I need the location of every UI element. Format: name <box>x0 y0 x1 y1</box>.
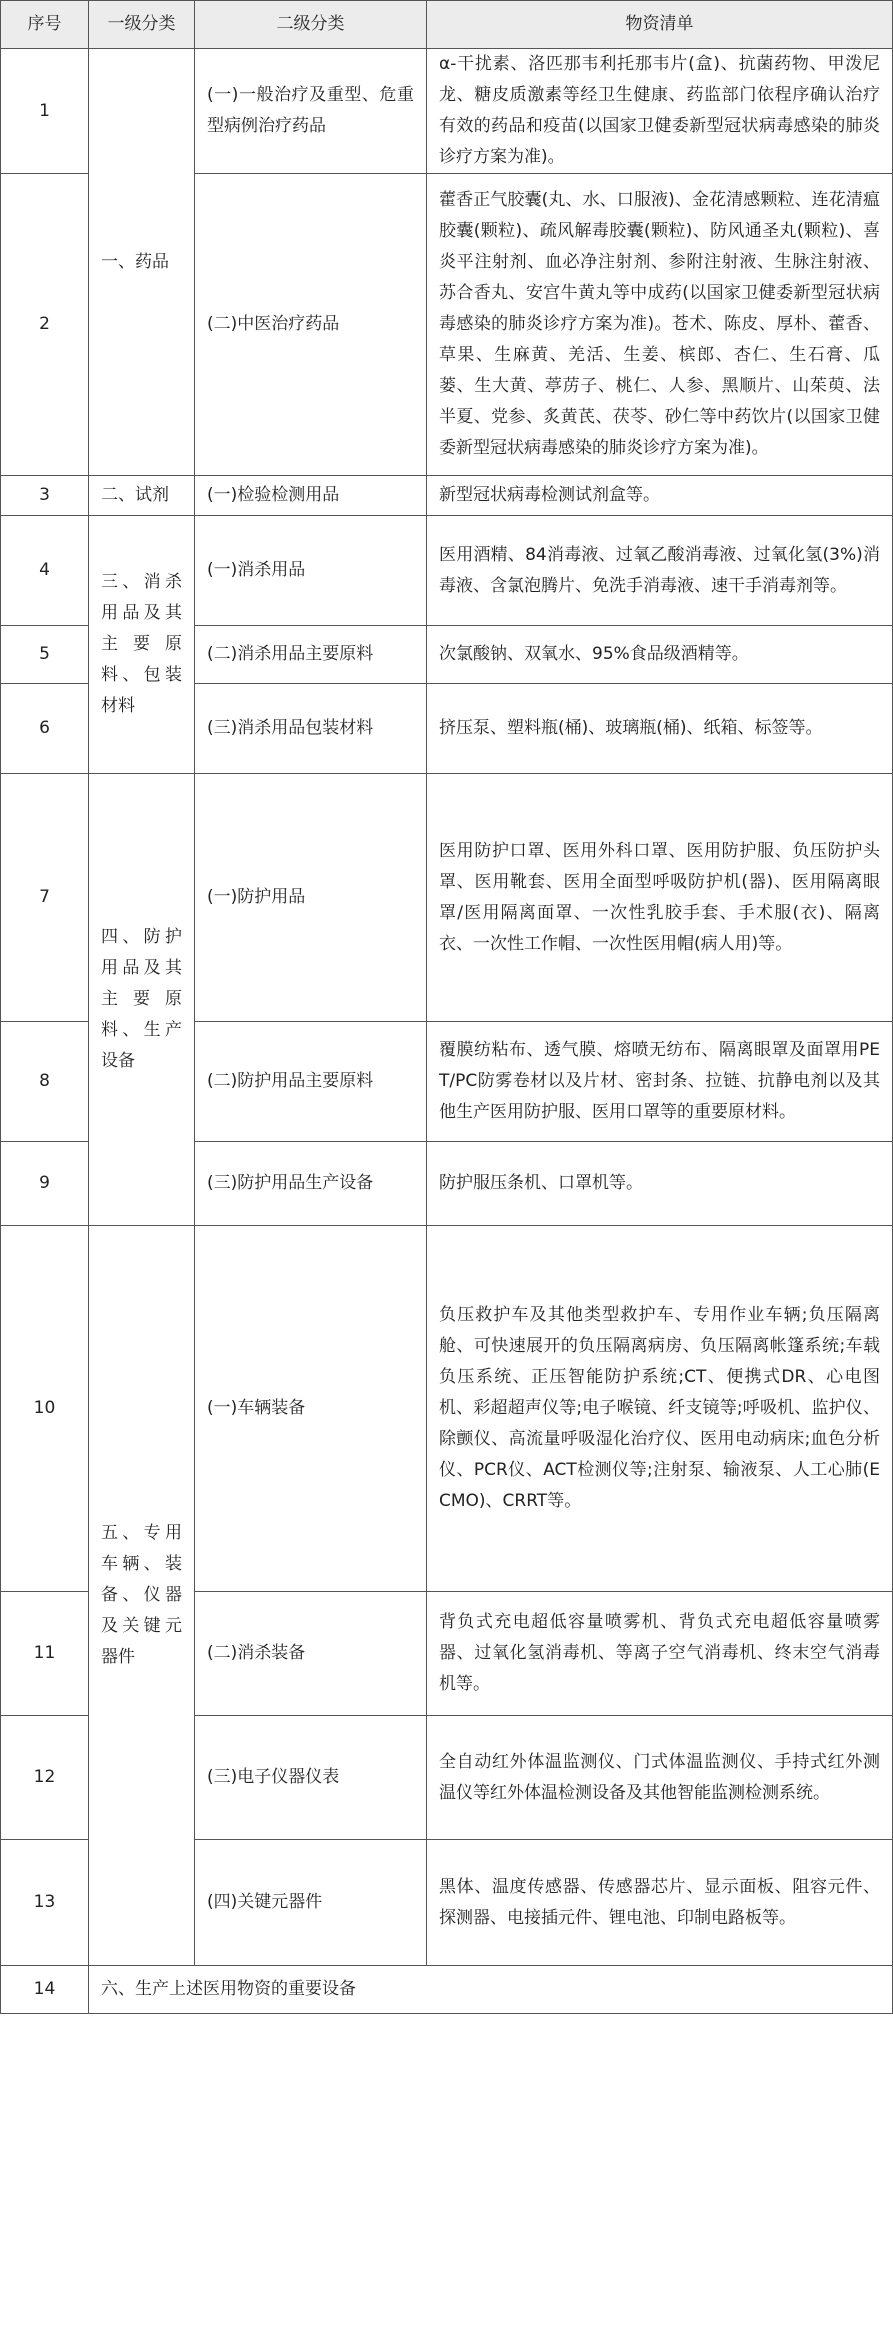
level2-cell: (二)中医治疗药品 <box>195 174 427 476</box>
row-seq: 12 <box>1 1716 89 1840</box>
items-cell: 挤压泵、塑料瓶(桶)、玻璃瓶(桶)、纸箱、标签等。 <box>427 684 893 774</box>
header-items: 物资清单 <box>427 1 893 49</box>
table-row <box>1 476 893 516</box>
table-row <box>1 1226 893 1592</box>
items-cell: α-干扰素、洛匹那韦利托那韦片(盒)、抗菌药物、甲泼尼龙、糖皮质激素等经卫生健康、药监部门依程序确认治疗有效的药品和疫苗(以国家卫健委新型冠状病毒感染的肺炎诊疗方案为准)。 <box>427 49 893 174</box>
level1-cell: 四、防护用品及其主要原料、生产设备 <box>89 774 195 1226</box>
header-row <box>1 1 893 49</box>
items-cell: 防护服压条机、口罩机等。 <box>427 1142 893 1226</box>
level2-cell: (二)消杀用品主要原料 <box>195 626 427 684</box>
row-seq: 9 <box>1 1142 89 1226</box>
row-seq: 4 <box>1 516 89 626</box>
items-cell: 覆膜纺粘布、透气膜、熔喷无纺布、隔离眼罩及面罩用PET/PC防雾卷材以及片材、密封条、拉链、抗静电剂以及其他生产医用防护服、医用口罩等的重要原材料。 <box>427 1022 893 1142</box>
items-cell: 藿香正气胶囊(丸、水、口服液)、金花清感颗粒、连花清瘟胶囊(颗粒)、疏风解毒胶囊(颗粒)、防风通圣丸(颗粒)、喜炎平注射剂、血必净注射剂、参附注射液、生脉注射液、苏合香丸、安宫牛黄丸等中成药(以国家卫健委新型冠状病毒感染的肺炎诊疗方案为准)。苍术、陈皮、厚朴、藿香、草果、生麻黄、羌活、生姜、槟郎、杏仁、生石膏、瓜蒌、生大黄、葶苈子、桃仁、人参、黑顺片、山茱萸、法半夏、党参、炙黄芪、茯苓、砂仁等中药饮片(以国家卫健委新型冠状病毒感染的肺炎诊疗方案为准)。 <box>427 174 893 476</box>
level2-cell: (一)防护用品 <box>195 774 427 1022</box>
level2-cell: (二)防护用品主要原料 <box>195 1022 427 1142</box>
row-seq: 3 <box>1 476 89 516</box>
items-cell: 黑体、温度传感器、传感器芯片、显示面板、阻容元件、探测器、电接插元件、锂电池、印制电路板等。 <box>427 1840 893 1966</box>
table-row <box>1 49 893 174</box>
level2-cell: (一)一般治疗及重型、危重型病例治疗药品 <box>195 49 427 174</box>
level1-cell: 六、生产上述医用物资的重要设备 <box>89 1966 893 2014</box>
row-seq: 13 <box>1 1840 89 1966</box>
level2-cell: (四)关键元器件 <box>195 1840 427 1966</box>
row-seq: 6 <box>1 684 89 774</box>
level1-cell: 三、消杀用品及其主要原料、包装材料 <box>89 516 195 774</box>
header-seq: 序号 <box>1 1 89 49</box>
row-seq: 10 <box>1 1226 89 1592</box>
items-cell: 全自动红外体温监测仪、门式体温监测仪、手持式红外测温仪等红外体温检测设备及其他智能监测检测系统。 <box>427 1716 893 1840</box>
level1-cell: 五、专用车辆、装备、仪器及关键元器件 <box>89 1226 195 1966</box>
level2-cell: (三)防护用品生产设备 <box>195 1142 427 1226</box>
level2-cell: (三)消杀用品包装材料 <box>195 684 427 774</box>
table-row <box>1 1966 893 2014</box>
row-seq: 8 <box>1 1022 89 1142</box>
row-seq: 5 <box>1 626 89 684</box>
level1-cell: 一、药品 <box>89 49 195 476</box>
table-row <box>1 516 893 626</box>
level2-cell: (二)消杀装备 <box>195 1592 427 1716</box>
level2-cell: (三)电子仪器仪表 <box>195 1716 427 1840</box>
level2-cell: (一)消杀用品 <box>195 516 427 626</box>
items-cell: 背负式充电超低容量喷雾机、背负式充电超低容量喷雾器、过氧化氢消毒机、等离子空气消毒机、终末空气消毒机等。 <box>427 1592 893 1716</box>
items-cell: 医用防护口罩、医用外科口罩、医用防护服、负压防护头罩、医用靴套、医用全面型呼吸防护机(器)、医用隔离眼罩/医用隔离面罩、一次性乳胶手套、手术服(衣)、隔离衣、一次性工作帽、一次性医用帽(病人用)等。 <box>427 774 893 1022</box>
header-level1: 一级分类 <box>89 1 195 49</box>
table-row <box>1 774 893 1022</box>
row-seq: 11 <box>1 1592 89 1716</box>
items-cell: 新型冠状病毒检测试剂盒等。 <box>427 476 893 516</box>
row-seq: 14 <box>1 1966 89 2014</box>
level2-cell: (一)车辆装备 <box>195 1226 427 1592</box>
level1-cell: 二、试剂 <box>89 476 195 516</box>
row-seq: 7 <box>1 774 89 1022</box>
level2-cell: (一)检验检测用品 <box>195 476 427 516</box>
items-cell: 医用酒精、84消毒液、过氧乙酸消毒液、过氧化氢(3%)消毒液、含氯泡腾片、免洗手消毒液、速干手消毒剂等。 <box>427 516 893 626</box>
row-seq: 1 <box>1 49 89 174</box>
header-level2: 二级分类 <box>195 1 427 49</box>
row-seq: 2 <box>1 174 89 476</box>
items-cell: 负压救护车及其他类型救护车、专用作业车辆;负压隔离舱、可快速展开的负压隔离病房、负压隔离帐篷系统;车载负压系统、正压智能防护系统;CT、便携式DR、心电图机、彩超超声仪等;电子喉镜、纤支镜等;呼吸机、监护仪、除颤仪、高流量呼吸湿化治疗仪、医用电动病床;血色分析仪、PCR仪、ACT检测仪等;注射泵、输液泵、人工心肺(ECMO)、CRRT等。 <box>427 1226 893 1592</box>
items-cell: 次氯酸钠、双氧水、95%食品级酒精等。 <box>427 626 893 684</box>
